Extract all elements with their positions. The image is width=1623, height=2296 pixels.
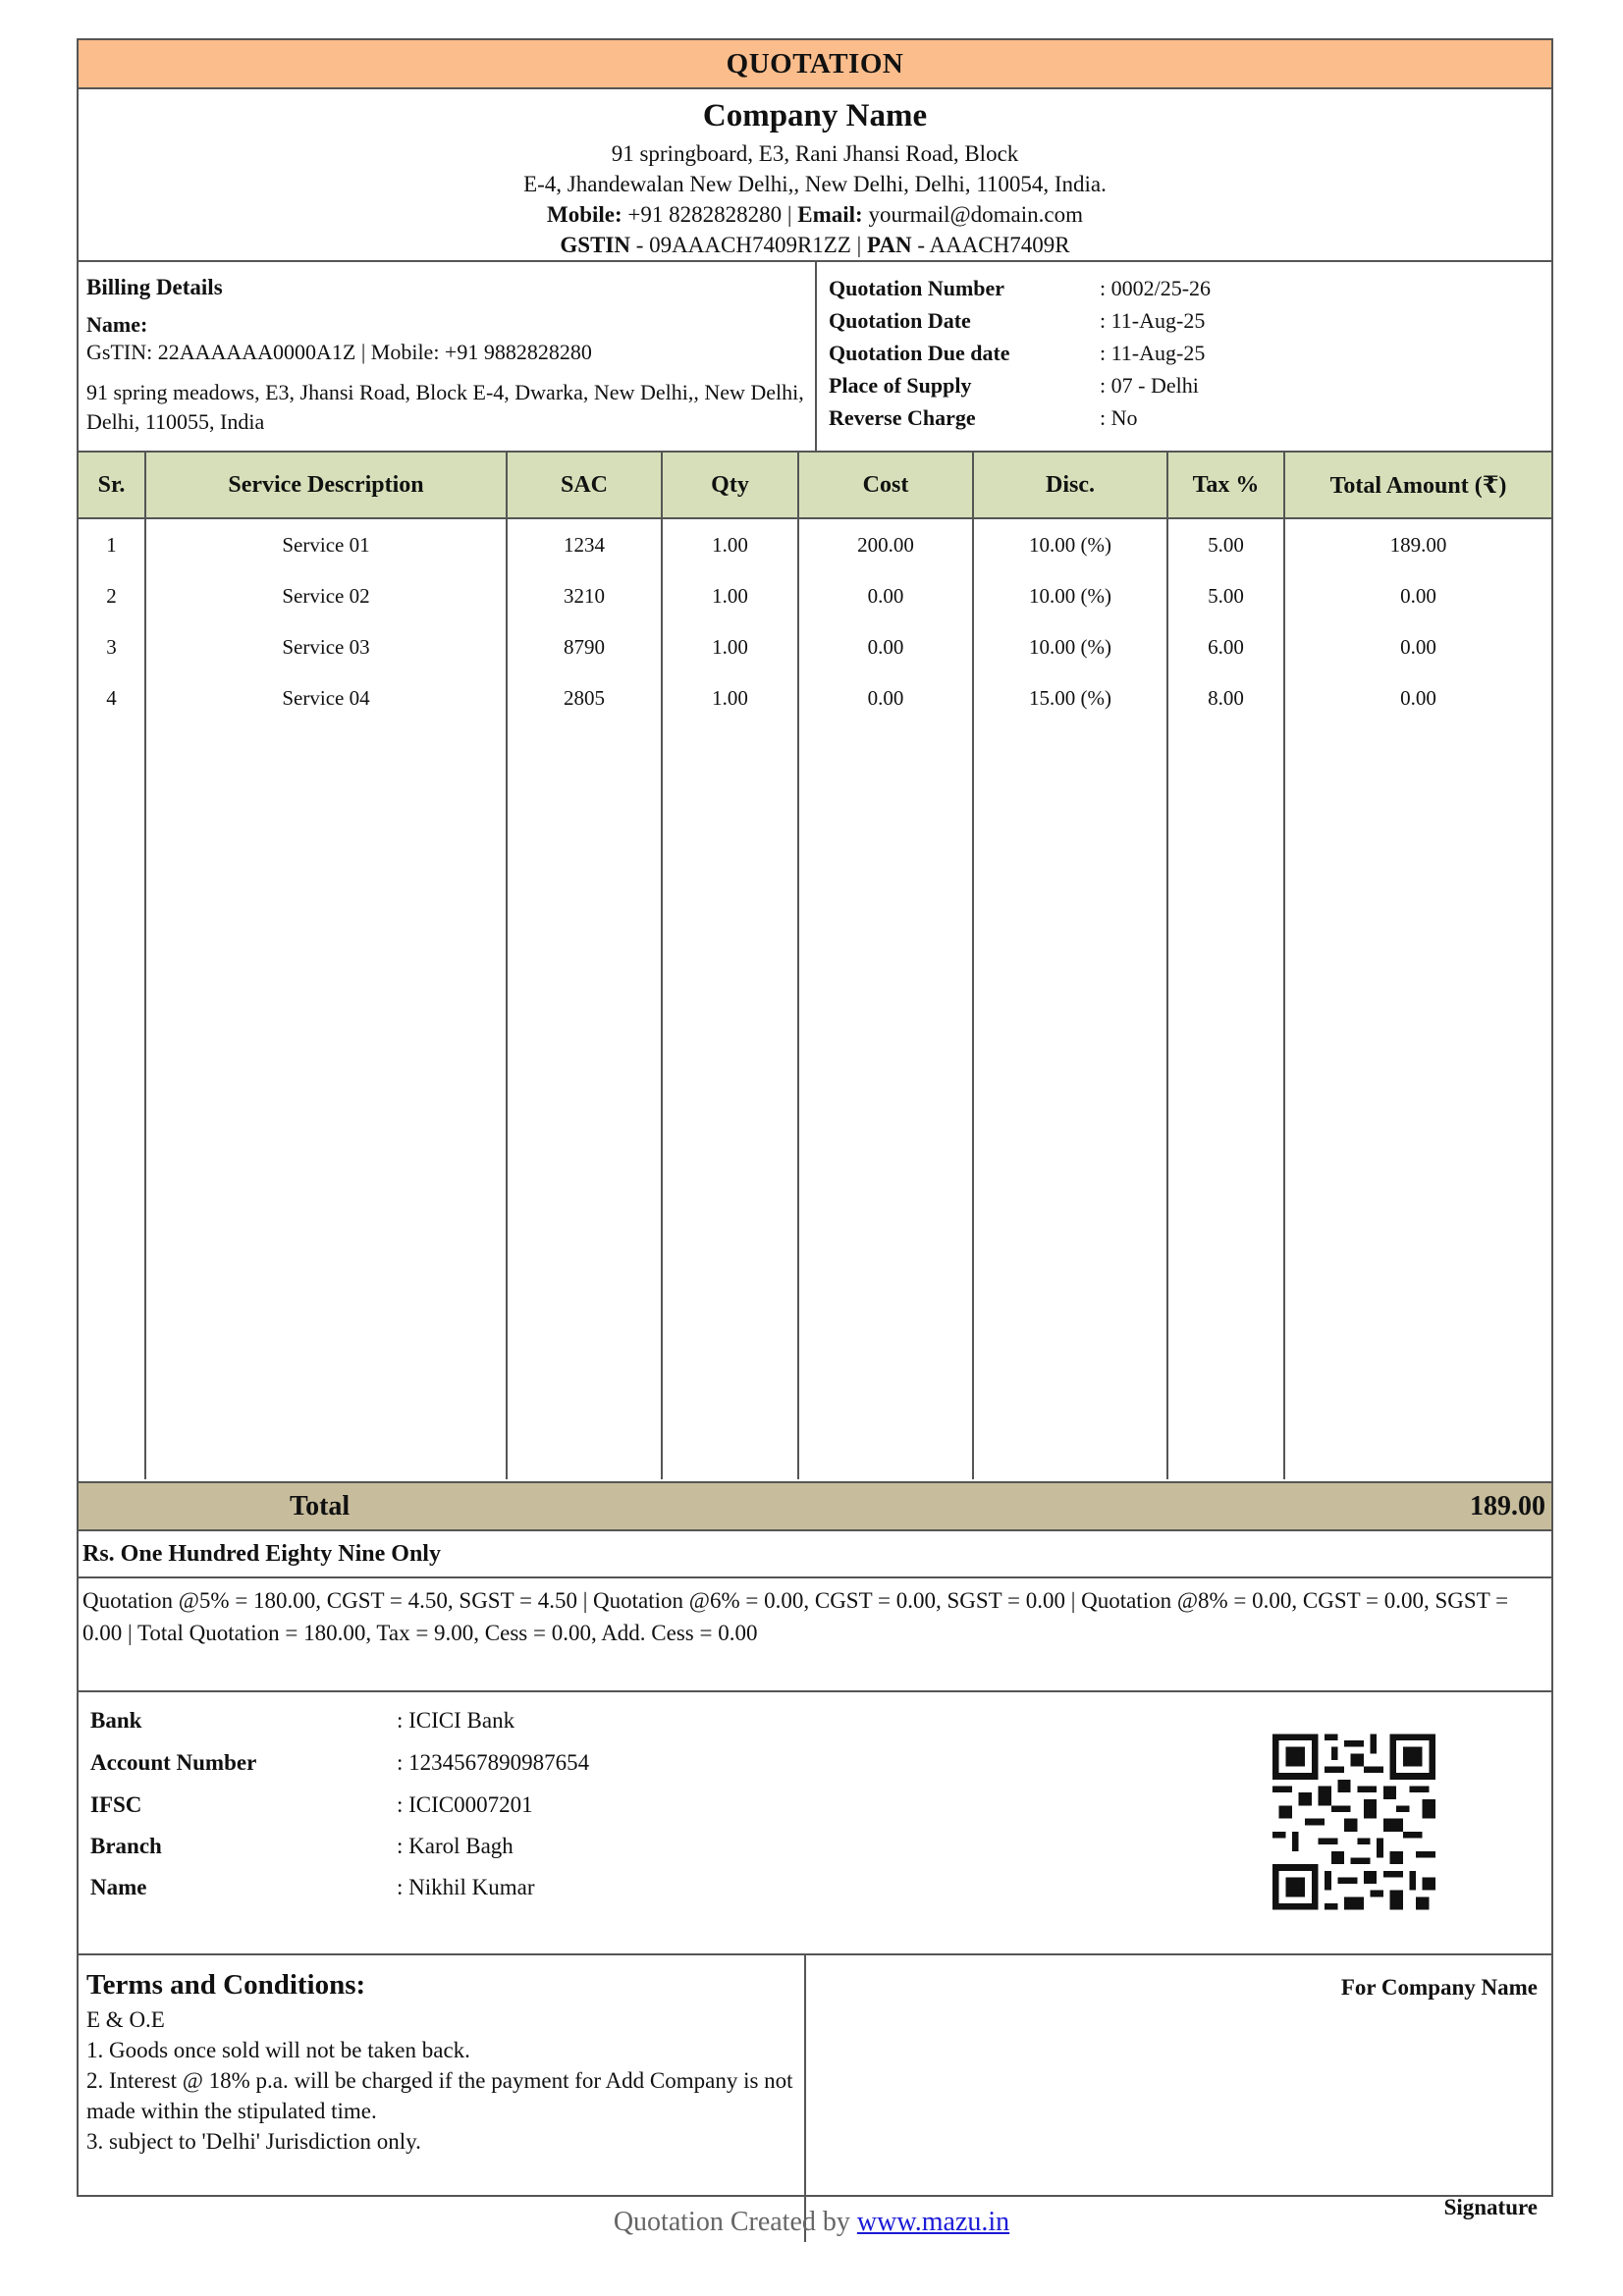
quotation-info-value: : 11-Aug-25 <box>1100 341 1206 365</box>
quotation-info-label: Quotation Number <box>829 276 1005 300</box>
cell-tax: 5.00 <box>1167 518 1284 570</box>
bank-value: : ICIC0007201 <box>397 1792 533 1817</box>
company-email: yourmail@domain.com <box>868 202 1083 227</box>
company-tax-ids: GSTIN - 09AAACH7409R1ZZ | PAN - AAACH7409R <box>560 233 1070 257</box>
bank-label: Name <box>90 1875 147 1899</box>
quotation-info-row <box>829 401 1540 434</box>
terms-line: 1. Goods once sold will not be taken back. <box>86 2038 470 2062</box>
cell-cost: 0.00 <box>798 621 973 672</box>
cell-description: Service 03 <box>145 621 507 672</box>
cell-cost: 200.00 <box>798 518 973 570</box>
col-header-disc: Disc. <box>973 453 1167 518</box>
cell-disc: 10.00 (%) <box>973 621 1167 672</box>
cell-sr: 4 <box>79 672 145 723</box>
total-label: Total <box>290 1491 351 1522</box>
signature-block <box>806 1955 1551 2242</box>
cell-tax: 6.00 <box>1167 621 1284 672</box>
table-row <box>79 570 1551 621</box>
bank-row <box>90 1706 514 1735</box>
company-contact: Mobile: +91 8282828280 | Email: yourmail@domain.com <box>546 202 1083 227</box>
terms-and-conditions <box>79 1955 806 2242</box>
col-header-total-amount: Total Amount (₹) <box>1284 453 1551 518</box>
cell-description: Service 01 <box>145 518 507 570</box>
email-label: Email: <box>797 202 863 227</box>
company-name: Company Name <box>702 98 928 133</box>
cell-sr: 1 <box>79 518 145 570</box>
footer-section <box>79 1955 1551 2242</box>
col-header-sac: SAC <box>507 453 662 518</box>
cell-qty: 1.00 <box>662 672 798 723</box>
quotation-info-row <box>829 304 1540 337</box>
terms-line: E & O.E <box>86 2007 165 2032</box>
quotation-info-value: : 11-Aug-25 <box>1100 308 1206 333</box>
bank-row <box>90 1873 535 1902</box>
gstin-label: GSTIN <box>560 233 630 257</box>
bank-details <box>79 1692 1551 1955</box>
payment-qr-code <box>1272 1734 1435 1910</box>
page-footer <box>0 2207 1623 2238</box>
quotation-info-label: Quotation Due date <box>829 341 1010 365</box>
total-row <box>79 1483 1551 1531</box>
col-header-sr: Sr. <box>79 453 145 518</box>
document-title: QUOTATION <box>79 40 1551 89</box>
cell-disc: 15.00 (%) <box>973 672 1167 723</box>
footer-link[interactable]: www.mazu.in <box>856 2207 1010 2237</box>
cell-tax: 8.00 <box>1167 672 1284 723</box>
cell-sac: 3210 <box>507 570 662 621</box>
company-address-line2: E-4, Jhandewalan New Delhi,, New Delhi, Delhi, 110054, India. <box>523 172 1107 196</box>
terms-heading: Terms and Conditions: <box>86 1969 366 2001</box>
bank-value: : Nikhil Kumar <box>397 1875 535 1899</box>
col-header-cost: Cost <box>798 453 973 518</box>
company-mobile: +91 8282828280 <box>627 202 783 227</box>
bank-value: : 1234567890987654 <box>397 1750 590 1775</box>
bank-row <box>90 1748 589 1778</box>
quotation-info-label: Place of Supply <box>829 373 972 398</box>
cell-qty: 1.00 <box>662 570 798 621</box>
col-header-description: Service Description <box>145 453 507 518</box>
bank-label: Bank <box>90 1708 142 1733</box>
quotation-info-value: : 0002/25-26 <box>1100 276 1212 300</box>
terms-line: 2. Interest @ 18% p.a. will be charged if the payment for Add Company is not made within the stipulated time. <box>86 2068 793 2123</box>
quotation-info-label: Reverse Charge <box>829 405 976 430</box>
quotation-info-row <box>829 272 1540 304</box>
pan-label: PAN <box>867 233 912 257</box>
company-gstin: 09AAACH7409R1ZZ <box>649 233 851 257</box>
cell-sac: 2805 <box>507 672 662 723</box>
bank-value: : ICICI Bank <box>397 1708 515 1733</box>
quotation-info-value: : No <box>1100 405 1138 430</box>
cell-tax: 5.00 <box>1167 570 1284 621</box>
cell-sr: 2 <box>79 570 145 621</box>
quotation-sheet <box>77 38 1553 2219</box>
bank-label: IFSC <box>90 1792 142 1817</box>
cell-sac: 8790 <box>507 621 662 672</box>
col-header-qty: Qty <box>662 453 798 518</box>
quotation-info-label: Quotation Date <box>829 308 971 333</box>
billing-details <box>79 262 817 451</box>
cell-sr: 3 <box>79 621 145 672</box>
cell-disc: 10.00 (%) <box>973 518 1167 570</box>
cell-description: Service 04 <box>145 672 507 723</box>
mobile-label: Mobile: <box>546 202 622 227</box>
items-table <box>79 453 1551 1479</box>
bank-value: : Karol Bagh <box>397 1834 514 1858</box>
bank-row <box>90 1790 533 1820</box>
table-row <box>79 672 1551 723</box>
signature-label: Signature <box>1443 2195 1538 2219</box>
amount-in-words: Rs. One Hundred Eighty Nine Only <box>79 1531 1551 1578</box>
company-pan: AAACH7409R <box>929 233 1070 257</box>
cell-cost: 0.00 <box>798 672 973 723</box>
table-header-row <box>79 453 1551 518</box>
cell-sac: 1234 <box>507 518 662 570</box>
cell-total-amount: 0.00 <box>1400 583 1436 608</box>
for-company-label: For Company Name <box>1340 1975 1538 2000</box>
table-filler-row <box>79 723 1551 1479</box>
billing-gstin-mobile: GsTIN: 22AAAAAA0000A1Z | Mobile: +91 9882828280 <box>86 340 592 364</box>
billing-address: 91 spring meadows, E3, Jhansi Road, Block E-4, Dwarka, New Delhi,, New Delhi, Delhi, 110055, India <box>86 380 804 434</box>
footer-text: Quotation Created by <box>613 2207 850 2237</box>
table-row <box>79 518 1551 570</box>
cell-total-amount: 189.00 <box>1389 532 1447 557</box>
quotation-info-row <box>829 337 1540 369</box>
cell-qty: 1.00 <box>662 621 798 672</box>
company-header <box>79 89 1551 262</box>
cell-description: Service 02 <box>145 570 507 621</box>
cell-total-amount: 0.00 <box>1400 685 1436 710</box>
bank-row <box>90 1832 514 1861</box>
bank-label: Account Number <box>90 1750 257 1775</box>
table-row <box>79 621 1551 672</box>
bank-label: Branch <box>90 1834 162 1858</box>
cell-qty: 1.00 <box>662 518 798 570</box>
cell-total-amount: 0.00 <box>1400 634 1436 659</box>
terms-line: 3. subject to 'Delhi' Jurisdiction only. <box>86 2129 421 2154</box>
cell-disc: 10.00 (%) <box>973 570 1167 621</box>
total-value: 189.00 <box>1470 1491 1545 1522</box>
billing-section <box>79 262 1551 453</box>
quotation-info-row <box>829 369 1540 401</box>
quotation-info <box>817 262 1551 451</box>
items-section <box>79 453 1551 1483</box>
billing-heading: Billing Details <box>86 275 223 299</box>
tax-summary: Quotation @5% = 180.00, CGST = 4.50, SGST = 4.50 | Quotation @6% = 0.00, CGST = 0.00, SGST = 0.00 | Quotation @8% = 0.00, CGST = 0.00, SGST = 0.00 | Total Quotation = 180.00, Tax = 9.00, Cess = 0.00, Add. Cess = 0.00 <box>79 1578 1551 1692</box>
col-header-tax: Tax % <box>1167 453 1284 518</box>
quotation-info-value: : 07 - Delhi <box>1100 373 1199 398</box>
company-address-line1: 91 springboard, E3, Rani Jhansi Road, Block <box>611 141 1019 166</box>
billing-name-label: Name: <box>86 312 148 337</box>
cell-cost: 0.00 <box>798 570 973 621</box>
